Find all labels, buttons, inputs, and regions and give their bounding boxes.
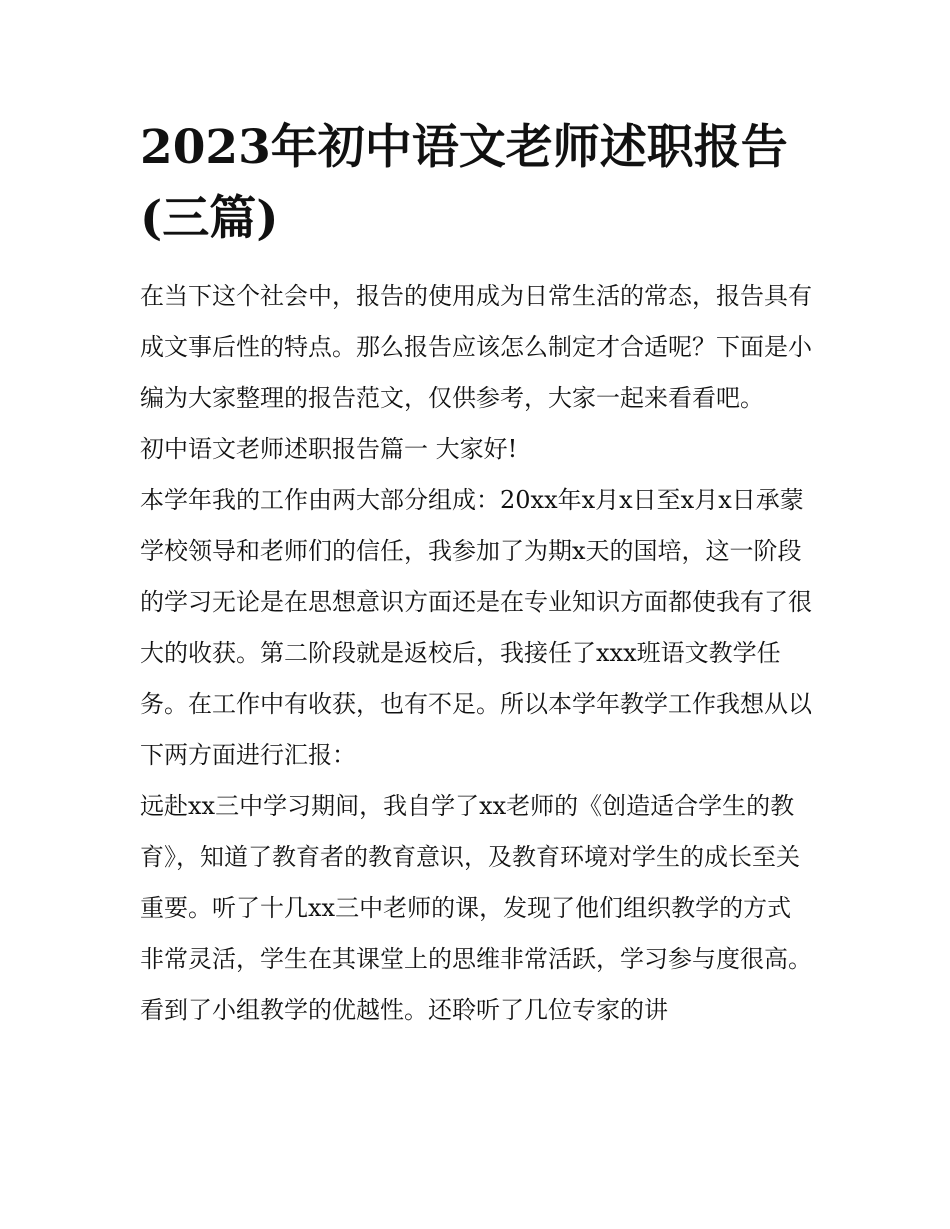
- paragraph-study-experience: 远赴xx三中学习期间，我自学了xx老师的《创造适合学生的教育》，知道了教育者的教育意识，及教育环境对学生的成长至关重要。听了十几xx三中老师的课，发现了他们组织教学的方式非常灵活，学生在其课堂上的思维非常活跃，学习参与度很高。看到了小组教学的优越性。还聆听了几位专家的讲: [140, 792, 812, 1024]
- document-body: [140, 271, 812, 1036]
- title-line-2: (三篇): [140, 191, 279, 246]
- paragraph-greeting: 初中语文老师述职报告篇一 大家好!: [140, 435, 518, 463]
- paragraph-intro: 在当下这个社会中，报告的使用成为日常生活的常态，报告具有成文事后性的特点。那么报告应该怎么制定才合适呢？下面是小编为大家整理的报告范文，仅供参考，大家一起来看看吧。: [140, 282, 812, 412]
- paragraph-work-overview: 本学年我的工作由两大部分组成：20xx年x月x日至x月x日承蒙学校领导和老师们的信任，我参加了为期x天的国培，这一阶段的学习无论是在思想意识方面还是在专业知识方面都使我有了很大的收获。第二阶段就是返校后，我接任了xxx班语文教学任务。在工作中有收获，也有不足。所以本学年教学工作我想从以下两方面进行汇报：: [140, 486, 812, 769]
- document-page: [140, 112, 812, 1036]
- document-title: [140, 112, 812, 254]
- title-line-1: 2023年初中语文老师述职报告: [140, 120, 788, 175]
